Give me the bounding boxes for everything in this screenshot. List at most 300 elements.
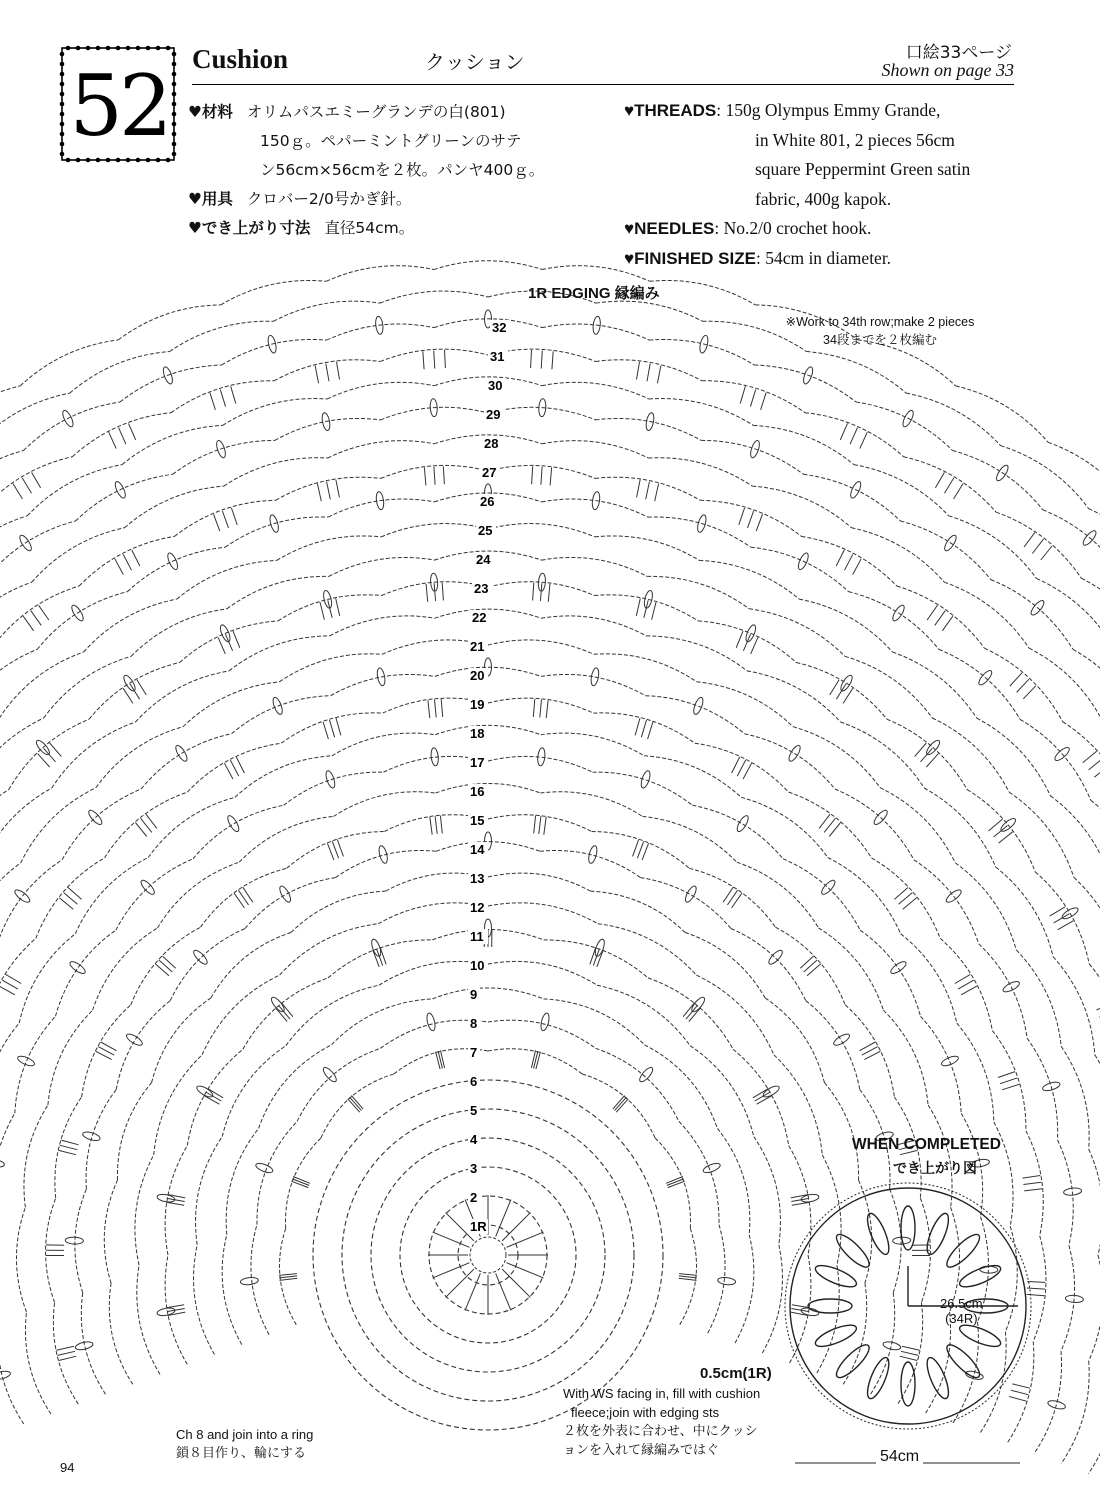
row-number: 31 [490, 349, 505, 364]
chart-chain-scallop [21, 788, 96, 863]
chart-chain-scallop [793, 727, 880, 788]
chart-chain-scallop [643, 816, 737, 862]
chart-puff-stitch [767, 948, 785, 966]
chart-dc-stitch [1083, 751, 1097, 762]
chart-puff-stitch [587, 845, 598, 864]
chart-chain-scallop [0, 790, 9, 872]
chart-dc-stitch [686, 1005, 698, 1019]
chart-dc-stitch [166, 1202, 184, 1205]
chart-chain-scallop [196, 1137, 223, 1245]
chart-chain-scallop [193, 805, 284, 859]
chart-puff-stitch [255, 1161, 274, 1174]
chart-dc-stitch [1058, 921, 1074, 930]
chart-chain-scallop [20, 340, 118, 386]
completed-diameter: 54cm [876, 1448, 923, 1466]
chart-dc-stitch [434, 351, 435, 369]
chart-dc-stitch [132, 550, 140, 566]
chart-dc-stitch [840, 423, 847, 440]
chart-dc-stitch [546, 700, 548, 718]
chart-chain-scallop [327, 324, 434, 340]
jp-materials-label: ♥材料 [188, 103, 233, 121]
chart-chain-scallop [330, 616, 435, 636]
chart-chain-scallop [332, 999, 433, 1045]
chart-chain-scallop [16, 1207, 26, 1312]
chart-chain-scallop [717, 1128, 749, 1234]
chart-puff-stitch [882, 1340, 901, 1351]
completed-petal [957, 1261, 1003, 1291]
rows-note-jp: 34段までを２枚編む [823, 333, 937, 347]
chart-chain-scallop [44, 656, 131, 718]
chart-chain-scallop [541, 674, 645, 695]
chart-chain-scallop [0, 393, 70, 446]
en-threads-label: ♥THREADS [624, 101, 717, 120]
chart-puff-stitch [717, 1277, 736, 1286]
chart-dc-stitch [166, 1305, 184, 1308]
chart-chain-scallop [0, 516, 27, 579]
chart-chain-scallop [699, 560, 799, 599]
chart-dc-stitch [1002, 1084, 1019, 1090]
en-specs [624, 96, 1024, 273]
chart-dc-stitch [155, 964, 169, 976]
chart-dc-stitch [317, 484, 321, 502]
chart-chain-scallop [753, 425, 854, 464]
chart-chain-scallop [944, 582, 1029, 648]
chart-dc-stitch [748, 511, 754, 528]
chart-dc-stitch [853, 559, 862, 575]
chart-puff-stitch [68, 960, 87, 976]
chart-dc-stitch [23, 616, 34, 631]
chart-puff-stitch [324, 770, 336, 789]
rows-note-en: ※Work to 34th row;make 2 pieces [785, 315, 975, 329]
chart-chain-scallop [949, 516, 1037, 579]
row-number: 12 [470, 900, 485, 915]
chart-dc-stitch [32, 472, 41, 488]
chart-chain-scallop [892, 652, 976, 718]
chart-dc-stitch [434, 467, 435, 485]
chart-chain-scallop [488, 1020, 596, 1048]
chart-chain-scallop [15, 1016, 56, 1113]
chart-chain-scallop [806, 352, 906, 394]
chart-dc-stitch [647, 364, 650, 382]
chart-chain-scallop [245, 878, 336, 929]
chart-chain-scallop [326, 266, 434, 282]
chart-dc-stitch [536, 1052, 541, 1070]
chart-chain-scallop [177, 560, 277, 599]
chart-dc-stitch [424, 468, 426, 486]
chart-dc-stitch [850, 428, 857, 445]
chart-dc-stitch [1097, 1003, 1100, 1010]
chart-center-stitch [506, 1232, 543, 1247]
chart-dc-stitch [129, 423, 136, 440]
chart-dc-stitch [679, 1278, 697, 1280]
chart-chain-scallop [752, 486, 851, 528]
chart-dc-stitch [732, 893, 742, 908]
row-number: 29 [486, 407, 501, 422]
chart-dc-stitch [238, 890, 248, 905]
chart-dc-stitch [958, 980, 974, 989]
chart-puff-stitch [539, 1012, 550, 1031]
chart-chain-scallop [596, 418, 702, 440]
chart-center-stitch [496, 1200, 511, 1237]
chart-row-ring [342, 1109, 634, 1401]
chart-puff-stitch [832, 1032, 851, 1047]
chart-dc-stitch [220, 390, 225, 407]
chart-chain-scallop [747, 671, 841, 722]
chart-dc-stitch [350, 1097, 362, 1111]
chart-dc-stitch [544, 817, 546, 835]
chart-dc-stitch [119, 428, 126, 445]
chart-dc-stitch [636, 598, 640, 616]
chart-chain-scallop [845, 656, 932, 718]
chart-chain-scallop [229, 636, 330, 671]
chart-dc-stitch [902, 1346, 920, 1350]
completed-petal [923, 1211, 953, 1257]
chart-chain-scallop [194, 1245, 215, 1355]
row-number: 24 [476, 552, 491, 567]
chart-chain-scallop [235, 756, 332, 798]
chart-dc-stitch [942, 616, 953, 631]
chart-chain-scallop [890, 1189, 902, 1293]
chart-chain-scallop [434, 261, 542, 270]
chart-dc-stitch [1041, 546, 1052, 560]
jp-materials-line2: 150ｇ。ペパーミントグリーンのサテ [260, 132, 522, 150]
chart-dc-stitch [279, 1274, 297, 1276]
chart-dc-stitch [61, 1140, 78, 1145]
chart-chain-scallop [783, 859, 860, 930]
chart-chain-scallop [734, 1235, 754, 1345]
pattern-number: 52 [69, 57, 169, 155]
chart-dc-stitch [613, 1096, 625, 1110]
chart-dc-stitch [1027, 1282, 1045, 1283]
chart-chain-scallop [590, 891, 685, 932]
chart-chain-scallop [540, 850, 641, 877]
chart-dc-stitch [531, 350, 532, 368]
chart-dc-stitch [327, 482, 331, 500]
chart-puff-stitch [762, 1084, 781, 1099]
chart-chain-scallop [125, 486, 224, 528]
chart-chain-scallop [158, 862, 240, 928]
rows-note [760, 313, 1000, 349]
chart-dc-stitch [109, 432, 117, 448]
chart-center-stitch [446, 1269, 474, 1297]
chart-center-stitch [506, 1263, 543, 1278]
chart-dc-stitch [445, 350, 446, 368]
chart-chain-scallop [0, 718, 44, 792]
chart-chain-scallop [799, 599, 892, 652]
chart-dc-stitch [860, 432, 868, 448]
chart-dc-stitch [1027, 1294, 1045, 1295]
chart-chain-scallop [1053, 957, 1095, 1055]
chart-dc-stitch [167, 1309, 185, 1312]
chart-chain-scallop [275, 418, 381, 440]
chart-chain-scallop [645, 1045, 718, 1129]
chart-center-stitch [433, 1263, 470, 1278]
row-number: 22 [472, 610, 487, 625]
chart-chain-scallop [488, 873, 590, 891]
chart-dc-stitch [58, 1351, 76, 1355]
chart-chain-scallop [1063, 722, 1100, 806]
completed-petal [813, 1261, 859, 1291]
chart-dc-stitch [761, 393, 767, 410]
row-number: 4 [470, 1132, 478, 1147]
chart-chain-scallop [597, 985, 690, 1045]
chart-dc-stitch [323, 722, 328, 739]
chart-dc-stitch [753, 1089, 768, 1098]
chart-chain-scallop [328, 499, 434, 517]
chart-chain-scallop [921, 1016, 962, 1113]
start-note [176, 1425, 313, 1463]
chart-dc-stitch [945, 478, 954, 493]
chart-chain-scallop [932, 718, 1009, 792]
chart-chain-scallop [692, 805, 783, 859]
completed-petal [808, 1299, 852, 1313]
chart-chain-scallop [48, 1010, 93, 1105]
chart-dc-stitch [736, 631, 743, 648]
chart-dc-stitch [616, 1099, 628, 1112]
chart-dc-stitch [230, 760, 238, 776]
chart-puff-stitch [683, 885, 698, 904]
chart-chain-scallop [0, 863, 21, 950]
chart-dc-stitch [1024, 533, 1035, 547]
chart-chain-scallop [116, 1001, 170, 1090]
chart-chain-scallop [211, 933, 291, 998]
chart-chain-scallop [1043, 510, 1100, 580]
chart-dc-stitch [1089, 759, 1100, 770]
row-number: 16 [470, 784, 485, 799]
row-number: 25 [478, 523, 493, 538]
chart-chain-scallop [327, 382, 434, 399]
fill-note [563, 1384, 760, 1460]
completed-radius-value: 26.5cm [940, 1296, 983, 1311]
chart-chain-scallop [122, 425, 223, 464]
chart-dc-stitch [226, 634, 233, 651]
chart-dc-stitch [426, 584, 428, 602]
chart-chain-scallop [696, 975, 774, 1055]
chart-dc-stitch [348, 1099, 360, 1112]
chart-chain-scallop [239, 816, 333, 862]
chart-dc-stitch [13, 484, 23, 499]
chart-chain-scallop [280, 924, 379, 975]
chart-dc-stitch [44, 748, 56, 762]
chart-puff-stitch [195, 1084, 214, 1099]
chart-center-stitch [502, 1213, 530, 1241]
jp-size-label: ♥でき上がり寸法 [188, 219, 311, 237]
chart-puff-stitch [537, 747, 546, 766]
row-number: 2 [470, 1190, 478, 1205]
chart-dc-stitch [655, 484, 659, 502]
chart-puff-stitch [0, 1158, 5, 1168]
jp-materials-line1: オリムパスエミーグランデの白(801) [246, 103, 506, 121]
fill-note-line1: With WS facing in, fill with cushion [563, 1386, 761, 1401]
row-number: 8 [470, 1016, 478, 1031]
en-size-label: ♥FINISHED SIZE [624, 248, 756, 268]
chart-dc-stitch [534, 816, 536, 834]
completed-radius [940, 1296, 983, 1326]
row-number: 21 [470, 639, 485, 654]
chart-chain-scallop [595, 536, 700, 560]
chart-dc-stitch [830, 680, 839, 695]
chart-puff-stitch [65, 1237, 83, 1245]
chart-chain-scallop [0, 451, 24, 510]
chart-dc-stitch [1010, 673, 1022, 686]
chart-dc-stitch [167, 1198, 185, 1201]
chart-chain-scallop [328, 441, 435, 458]
chart-chain-scallop [222, 339, 327, 365]
chart-chain-scallop [32, 528, 125, 582]
chart-dc-stitch [115, 559, 124, 575]
chart-dc-stitch [326, 364, 329, 382]
chart-chain-scallop [906, 393, 1001, 446]
row-number: 10 [470, 958, 485, 973]
en-threads-line3: square Peppermint Green satin [755, 159, 971, 179]
chart-chain-scallop [70, 352, 170, 394]
row-number: 17 [470, 755, 485, 770]
en-threads-line4: fabric, 400g kapok. [755, 188, 892, 209]
chart-chain-scallop [1073, 649, 1100, 729]
row-number: 19 [470, 697, 485, 712]
row-number: 14 [470, 842, 485, 857]
chart-dc-stitch [642, 843, 649, 860]
chart-row-ring [371, 1138, 605, 1372]
chart-chain-scallop [433, 988, 544, 999]
chart-dc-stitch [921, 748, 933, 762]
chart-dc-stitch [615, 1097, 627, 1111]
fill-note-line2: fleece;join with edging sts [571, 1405, 720, 1420]
jp-size-value: 直径54cm。 [324, 219, 415, 237]
chart-puff-stitch [321, 1066, 338, 1084]
en-needles-value: : No.2/0 crochet hook. [714, 218, 872, 238]
chart-chain-scallop [109, 1283, 132, 1384]
chart-dc-stitch [315, 366, 319, 384]
chart-chain-scallop [291, 891, 386, 932]
chart-chain-scallop [334, 792, 436, 817]
chart-chain-scallop [24, 1105, 48, 1207]
chart-dc-stitch [442, 583, 443, 601]
chart-dc-stitch [428, 700, 430, 718]
chart-chain-scallop [1037, 578, 1100, 651]
chart-dc-stitch [955, 974, 971, 983]
chart-chain-scallop [1089, 509, 1100, 581]
chart-dc-stitch [532, 466, 533, 484]
chart-puff-stitch [639, 770, 651, 789]
chart-chain-scallop [116, 859, 193, 930]
chart-chain-scallop [332, 733, 435, 756]
chart-dc-stitch [756, 514, 762, 531]
chart-chain-scallop [75, 1189, 87, 1293]
chart-puff-stitch [735, 814, 750, 833]
chart-dc-stitch [791, 1198, 809, 1201]
row-number: 26 [480, 494, 495, 509]
chart-center-stitch [502, 1269, 530, 1297]
chart-dc-stitch [123, 554, 131, 570]
chart-dc-stitch [59, 1356, 77, 1360]
row-number: 5 [470, 1103, 478, 1118]
chart-puff-stitch [0, 1370, 11, 1381]
chart-chain-scallop [104, 1180, 117, 1283]
chart-dc-stitch [1032, 539, 1043, 553]
chart-dc-stitch [1023, 1176, 1041, 1179]
chart-dc-stitch [792, 1305, 810, 1308]
chart-puff-stitch [226, 814, 241, 833]
chart-chain-scallop [0, 386, 20, 442]
chart-chain-scallop [542, 324, 649, 340]
chart-dc-stitch [1023, 686, 1036, 699]
chart-chain-scallop [25, 1312, 51, 1414]
chart-dc-stitch [751, 637, 758, 654]
chart-chain-scallop [596, 301, 703, 321]
chart-dc-stitch [679, 1276, 697, 1278]
chart-chain-scallop [1061, 1361, 1089, 1464]
chart-dc-stitch [648, 722, 653, 739]
chart-dc-stitch [279, 1005, 291, 1019]
chart-dc-stitch [435, 700, 437, 718]
chart-chain-scallop [154, 1055, 202, 1155]
chart-dc-stitch [38, 754, 50, 767]
chart-chain-scallop [774, 1055, 822, 1155]
completed-petal [923, 1355, 953, 1401]
chart-dc-stitch [1017, 679, 1029, 692]
chart-dc-stitch [548, 584, 550, 602]
row-number: 13 [470, 871, 485, 886]
page-ref-jp: 口絵33ページ [905, 43, 1012, 63]
chart-dc-stitch [231, 508, 237, 525]
chart-center-stitch [433, 1232, 470, 1247]
chart-dc-stitch [56, 1346, 74, 1350]
chart-chain-scallop [542, 382, 649, 399]
chart-chain-scallop [644, 756, 741, 798]
row-number: 30 [488, 378, 503, 393]
chart-dc-stitch [926, 754, 938, 767]
chart-dc-stitch [320, 602, 324, 619]
chart-dc-stitch [31, 611, 42, 626]
chart-chain-scallop [594, 654, 697, 682]
chart-chain-scallop [136, 671, 230, 722]
chart-dc-stitch [336, 718, 341, 735]
completed-title-en: WHEN COMPLETED [852, 1136, 1001, 1153]
chart-dc-stitch [337, 362, 340, 380]
chart-dc-stitch [441, 699, 443, 717]
chart-chain-scallop [81, 1293, 105, 1394]
chart-chain-scallop [649, 399, 754, 426]
chart-puff-stitch [240, 1277, 259, 1286]
chart-dc-stitch [222, 511, 228, 528]
chart-dc-stitch [679, 1274, 697, 1276]
chart-dc-stitch [791, 1309, 809, 1312]
chart-dc-stitch [60, 1145, 78, 1149]
completed-petal [943, 1341, 984, 1382]
chart-puff-stitch [192, 948, 210, 966]
chart-puff-stitch [174, 744, 189, 763]
chart-chain-scallop [0, 582, 32, 648]
chart-puff-stitch [940, 1054, 959, 1067]
chart-chain-scallop [257, 1121, 297, 1224]
chart-chain-scallop [0, 1113, 15, 1216]
chart-chain-scallop [707, 1225, 725, 1335]
chart-dc-stitch [743, 763, 752, 779]
chart-dc-stitch [208, 1089, 223, 1098]
chart-chain-scallop [0, 1023, 19, 1122]
chart-dc-stitch [436, 1052, 441, 1070]
chart-dc-stitch [533, 699, 535, 717]
pattern-title-jp: クッション [425, 50, 525, 74]
jp-materials-line3: ン56cm×56cmを２枚。パンヤ400ｇ。 [260, 161, 545, 179]
chart-chain-scallop [1074, 877, 1100, 971]
chart-dc-stitch [792, 1202, 810, 1205]
chart-chain-scallop [1061, 1245, 1075, 1351]
chart-chain-scallop [380, 291, 488, 303]
chart-chain-scallop [754, 1137, 781, 1245]
chart-chain-scallop [1058, 1140, 1074, 1245]
